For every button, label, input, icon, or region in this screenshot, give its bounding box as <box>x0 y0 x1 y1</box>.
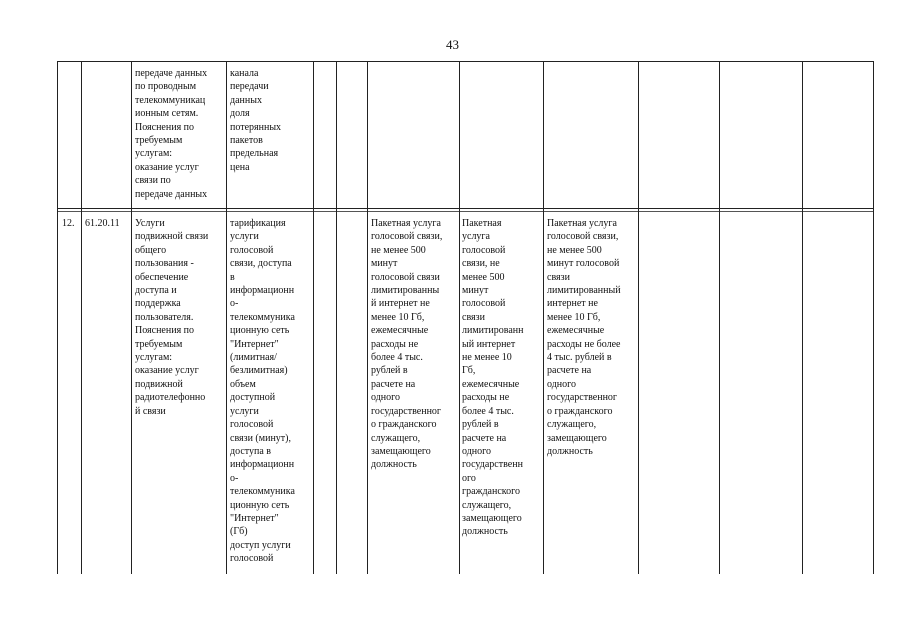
col-border <box>81 61 82 574</box>
col-border <box>367 61 368 574</box>
col-border <box>131 61 132 574</box>
row-separator-double <box>57 211 874 212</box>
col-border <box>313 61 314 574</box>
col-border <box>638 61 639 574</box>
regulation-table <box>57 61 874 574</box>
cell-characteristics: тарификация услуги голосовой связи, доступа в информационн о- телекоммуника ционную сеть "Интернет" (лимитная/ безлимитная) объем доступной услуги голосовой связи (минут), доступа в информационн о- телекоммуника ционную сеть "Интернет" (Гб) доступ услуги голосовой <box>230 218 295 565</box>
col-border <box>57 61 58 574</box>
col-border <box>802 61 803 574</box>
col-border <box>336 61 337 574</box>
col-border <box>543 61 544 574</box>
cell-row-index: 12. <box>62 218 75 229</box>
cell-value-3: Пакетная услуга голосовой связи, не менее 500 минут голосовой связи лимитированный интернет не менее 10 Гб, ежемесячные расходы не более 4 тыс. рублей в расчете на одного государственног о гражданского служащего, замещающего должность <box>547 218 621 457</box>
cell-service-name: передаче данных по проводным телекоммуникац ионным сетям. Пояснения по требуемым услугам: оказание услуг связи по передаче данных <box>135 68 208 200</box>
page-number: 43 <box>446 37 459 52</box>
col-border <box>459 61 460 574</box>
cell-characteristics: канала передачи данных доля потерянных пакетов предельная цена <box>230 68 282 173</box>
cell-service-name: Услуги подвижной связи общего пользования - обеспечение доступа и поддержка пользователя. Пояснения по требуемым услугам: оказание услуг подвижной радиотелефонно й связи <box>135 218 209 417</box>
cell-value-2: Пакетная услуга голосовой связи, не менее 500 минут голосовой связи лимитированн ый интернет не менее 10 Гб, ежемесячные расходы не более 4 тыс. рублей в расчете на одного государственн ого гражданского служащего, замещающего должность <box>462 218 524 538</box>
col-border <box>873 61 874 574</box>
col-border <box>719 61 720 574</box>
row-separator <box>57 208 874 209</box>
table-top-border <box>57 61 874 62</box>
cell-okpd-code: 61.20.11 <box>85 218 120 229</box>
cell-value-1: Пакетная услуга голосовой связи, не менее 500 минут голосовой связи лимитированны й интернет не менее 10 Гб, ежемесячные расходы не более 4 тыс. рублей в расчете на одного государственног о гражданского служащего, замещающего должность <box>371 218 443 471</box>
col-border <box>226 61 227 574</box>
